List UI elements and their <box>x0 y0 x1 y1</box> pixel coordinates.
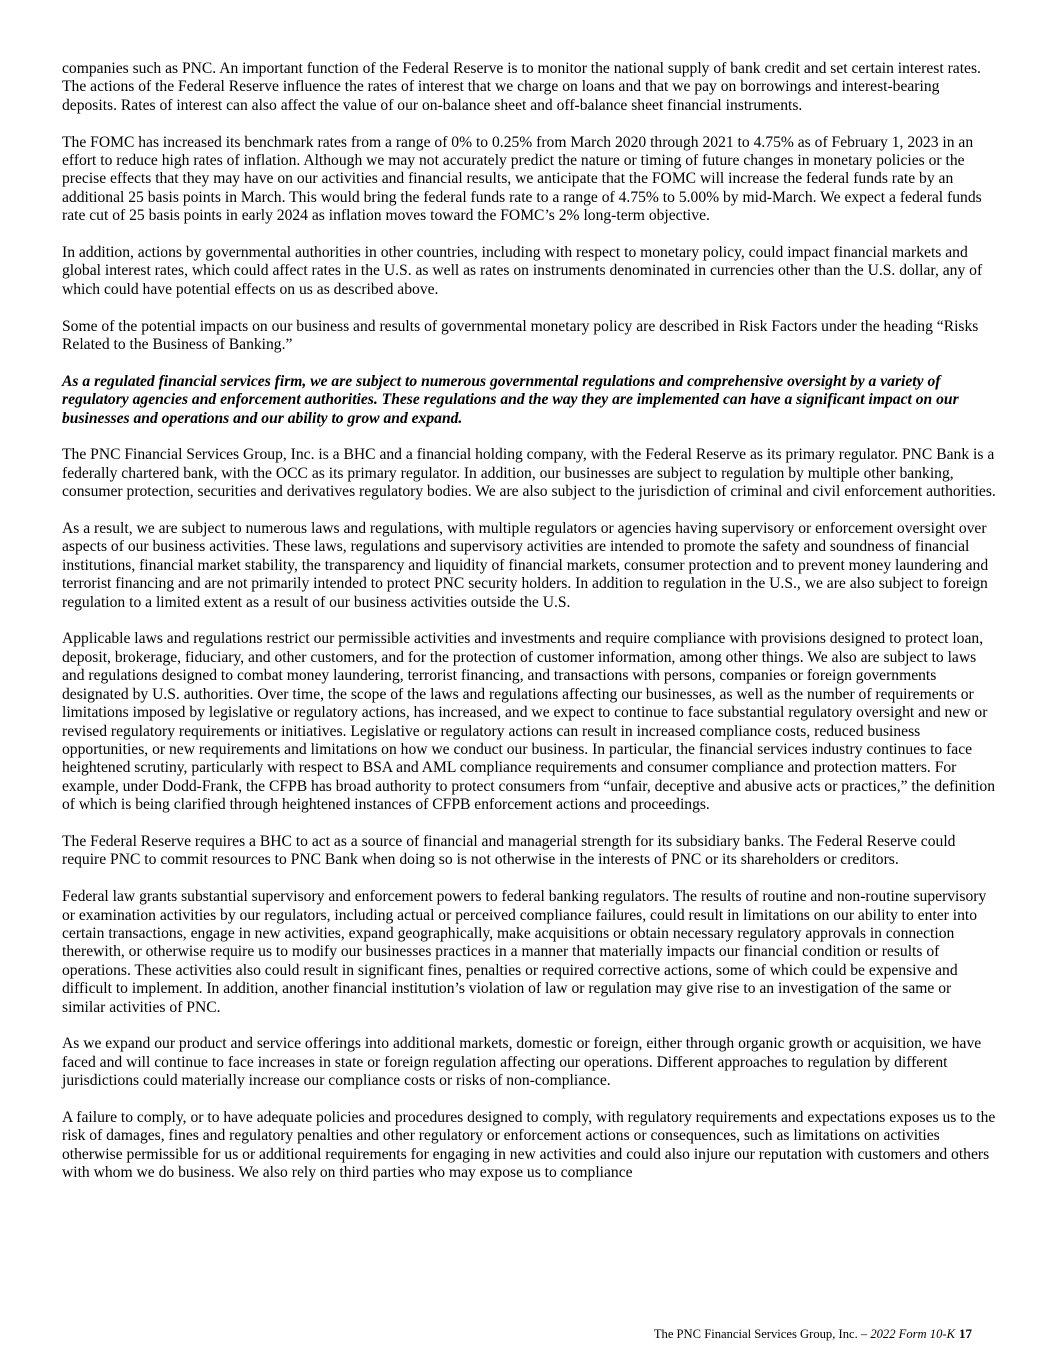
paragraph-compliance-failure: A failure to comply, or to have adequate policies and procedures designed to comply, with regulatory requirements and expectations exposes us to the risk of damages, fines and regulatory penalties and other regulatory or enforcement actions or consequences, such as limitations on activities otherwise permissible for us or additional requirements for engaging in new activities and could also injure our reputation with customers and others with whom we do business. We also rely on third parties who may expose us to compliance <box>62 1108 996 1182</box>
paragraph-enforcement-powers: Federal law grants substantial supervisory and enforcement powers to federal banking regulators. The results of routine and non-routine supervisory or examination activities by our regulators, including actual or perceived compliance failures, could result in limitations on our ability to enter into certain transactions, engage in new activities, expand geographically, make acquisitions or obtain necessary regulatory approvals in connection therewith, or otherwise require us to modify our businesses practices in a manner that materially impacts our financial condition or results of operations. These activities also could result in significant fines, penalties or required corrective actions, some of which could be expensive and difficult to implement. In addition, another financial institution’s violation of law or regulation may give rise to an investigation of the same or similar activities of PNC. <box>62 888 987 1016</box>
paragraph-monetary-policy-impacts: Some of the potential impacts on our business and results of governmental monetary policy are described in Risk Factors under the heading “Risks Related to the Business of Banking.” <box>62 317 979 354</box>
paragraph-source-of-strength: The Federal Reserve requires a BHC to act as a source of financial and managerial strength for its subsidiary banks. The Federal Reserve could require PNC to commit resources to PNC Bank when doing so is not otherwise in the interests of PNC or its shareholders or creditors. <box>62 832 956 869</box>
paragraph-foreign-authorities: In addition, actions by governmental authorities in other countries, including with respect to monetary policy, could impact financial markets and global interest rates, which could affect rates in the U.S. as well as rates on instruments denominated in currencies other than the U.S. dollar, any of which could have potential effects on us as described above. <box>62 244 983 298</box>
paragraph-laws-and-regulations: As a result, we are subject to numerous laws and regulations, with multiple regulators or agencies having supervisory or enforcement oversight over aspects of our business activities. These laws, regulations and supervisory activities are intended to promote the safety and soundness of financial institutions, financial market stability, the transparency and liquidity of financial markets, consumer protection and to prevent money laundering and terrorist financing and are not primarily intended to protect PNC security holders. In addition to regulation in the U.S., we are also subject to foreign regulation to a limited extent as a result of our business activities outside the U.S. <box>62 520 989 611</box>
risk-factor-heading: As a regulated financial services firm, we are subject to numerous governmental regulations and comprehensive oversight by a variety of regulatory agencies and enforcement authorities. These regulations and the way they are implemented can have a significant impact on our businesses and operations and our ability to grow and expand. <box>62 372 959 427</box>
page-footer <box>654 1326 972 1342</box>
paragraph-fed-reserve-function: companies such as PNC. An important function of the Federal Reserve is to monitor the national supply of bank credit and set certain interest rates. The actions of the Federal Reserve influence the rates of interest that we charge on loans and that we pay on borrowings and interest-bearing deposits. Rates of interest can also affect the value of our on-balance sheet and off-balance sheet financial instruments. <box>62 60 981 114</box>
paragraph-bhc-regulator: The PNC Financial Services Group, Inc. is a BHC and a financial holding company, with the Federal Reserve as its primary regulator. PNC Bank is a federally chartered bank, with the OCC as its primary regulator. In addition, our businesses are subject to regulation by multiple other banking, consumer protection, securities and derivatives regulatory bodies. We are also subject to the jurisdiction of criminal and civil enforcement authorities. <box>62 446 996 501</box>
footer-company: The PNC Financial Services Group, Inc. – <box>653 1327 871 1341</box>
paragraph-fomc-rates: The FOMC has increased its benchmark rates from a range of 0% to 0.25% from March 2020 through 2021 to 4.75% as of February 1, 2023 in an effort to reduce high rates of inflation. Although we may not accurately predict the nature or timing of future changes in monetary policies or the precise effects that they may have on our activities and financial results, we anticipate that the FOMC will increase the federal funds rate by an additional 25 basis points in March. This would bring the federal funds rate to a range of 4.75% to 5.00% by mid-March. We expect a federal funds rate cut of 25 basis points in early 2024 as inflation moves toward the FOMC’s 2% long-term objective. <box>62 133 982 225</box>
paragraph-expansion-regulation: As we expand our product and service offerings into additional markets, domestic or foreign, either through organic growth or acquisition, we have faced and will continue to face increases in state or foreign regulation affecting our operations. Different approaches to regulation by different jurisdictions could materially increase our compliance costs or risks of non-compliance. <box>62 1035 982 1090</box>
page-number: 17 <box>959 1326 972 1341</box>
document-body <box>62 60 996 1201</box>
paragraph-permissible-activities: Applicable laws and regulations restrict our permissible activities and investments and require compliance with provisions designed to protect loan, deposit, brokerage, fiduciary, and other customers, and for the protection of customer information, among other things. We also are subject to laws and regulations designed to combat money laundering, terrorist financing, and transactions with persons, companies or foreign governments designated by U.S. authorities. Over time, the scope of the laws and regulations affecting our businesses, as well as the number of requirements or limitations imposed by legislative or regulatory actions, has increased, and we expect to continue to face substantial regulatory oversight and new or revised regulatory requirements or initiatives. Legislative or regulatory actions can result in increased compliance costs, reduced business opportunities, or new requirements and limitations on how we conduct our business. In particular, the financial services industry continues to face heightened scrutiny, particularly with respect to BSA and AML compliance requirements and consumer compliance and protection matters. For example, under Dodd-Frank, the CFPB has broad authority to protect consumers from “unfair, deceptive and abusive acts or practices,” the definition of which is being clarified through heightened instances of CFPB enforcement actions and proceedings. <box>62 630 995 814</box>
footer-form: 2022 Form 10-K <box>870 1327 955 1341</box>
